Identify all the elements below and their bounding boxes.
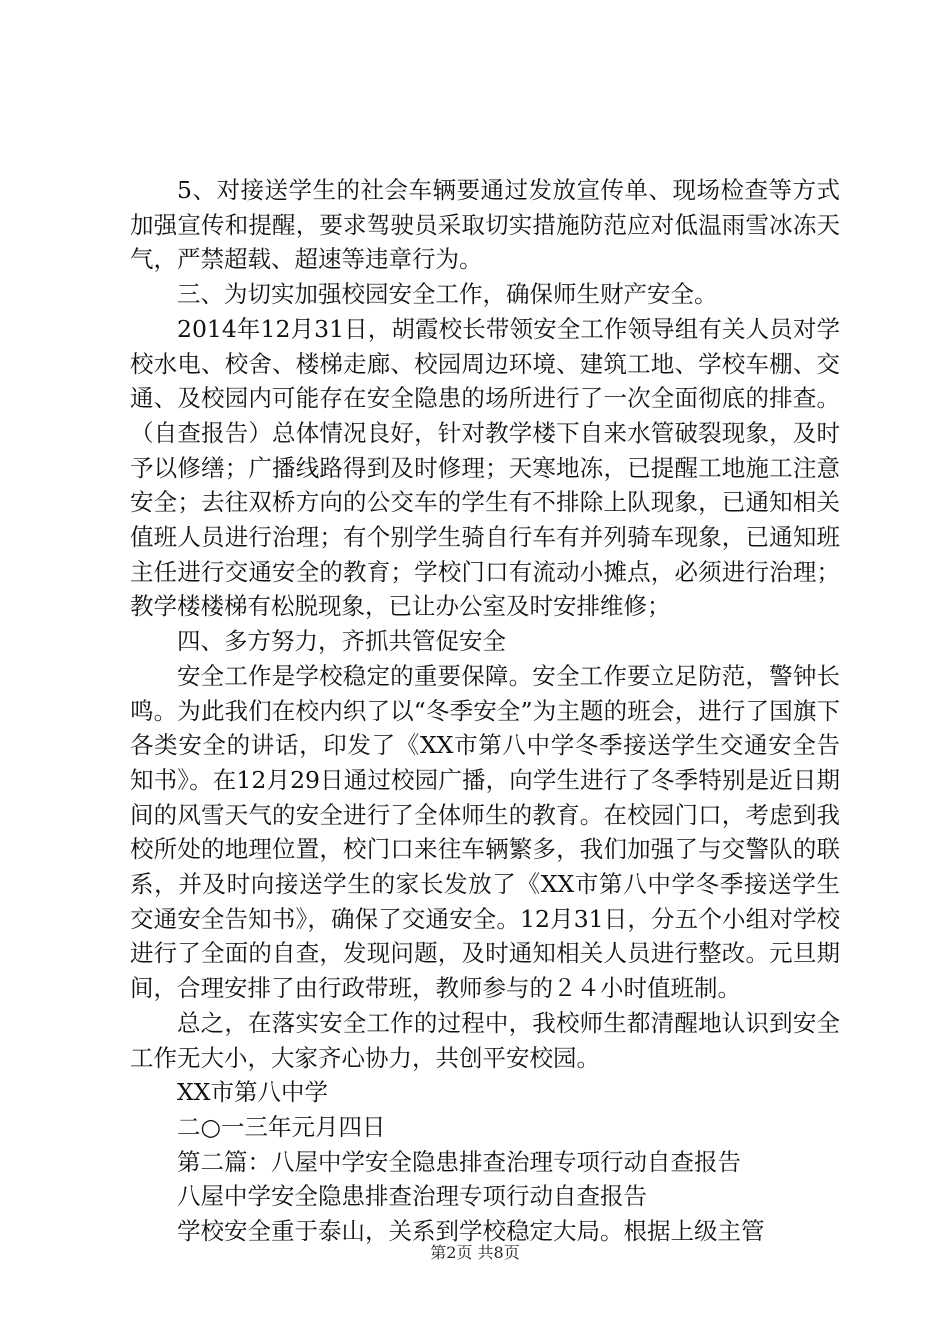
section2-heading: 第二篇：八屋中学安全隐患排查治理专项行动自查报告 <box>177 1147 741 1176</box>
page-footer: 第2页 共8页 <box>430 1243 520 1262</box>
document-body <box>130 173 840 1249</box>
signature-school: XX市第八中学 <box>177 1078 328 1107</box>
section2-title: 八屋中学安全隐患排查治理专项行动自查报告 <box>177 1182 647 1211</box>
section-heading-4: 四、多方努力，齐抓共管促安全 <box>177 627 506 656</box>
paragraph-safety-work: 安全工作是学校稳定的重要保障。安全工作要立足防范，警钟长鸣。为此我们在校内织了以“冬季安全”为主题的班会，进行了国旗下各类安全的讲话，印发了《XX市第八中学冬季接送学生交通安全告知书》。在12月29日通过校园广播，向学生进行了冬季特别是近日期间的风雪天气的安全进行了全体师生的教育。在校园门口，考虑到我校所处的地理位置，校门口来往车辆繁多，我们加强了与交警队的联系，并及时向接送学生的家长发放了《XX市第八中学冬季接送学生交通安全告知书》，确保了交通安全。12月31日，分五个小组对学校进行了全面的自查，发现问题，及时通知相关人员进行整改。元旦期间，合理安排了由行政带班，教师参与的２４小时值班制。 <box>130 661 840 1003</box>
paragraph-summary: 总之，在落实安全工作的过程中，我校师生都清醒地认识到安全工作无大小，大家齐心协力，共创平安校园。 <box>130 1008 840 1072</box>
paragraph-inspection: 2014年12月31日，胡霞校长带领安全工作领导组有关人员对学校水电、校舍、楼梯走廊、校园周边环境、建筑工地、学校车棚、交通、及校园内可能存在安全隐患的场所进行了一次全面彻底的排查。（自查报告）总体情况良好，针对教学楼下自来水管破裂现象，及时予以修缮；广播线路得到及时修理；天寒地冻，已提醒工地施工注意安全；去往双桥方向的公交车的学生有不排除上队现象，已通知相关值班人员进行治理；有个别学生骑自行车有并列骑车现象，已通知班主任进行交通安全的教育；学校门口有流动小摊点，必须进行治理；教学楼楼梯有松脱现象，已让办公室及时安排维修； <box>130 314 840 621</box>
section2-first-paragraph: 学校安全重于泰山，关系到学校稳定大局。根据上级主管 <box>177 1217 765 1246</box>
section-heading-3: 三、为切实加强校园安全工作，确保师生财产安全。 <box>177 280 718 309</box>
signature-date: 二○一三年元月四日 <box>177 1112 386 1141</box>
paragraph-item-5: 5、对接送学生的社会车辆要通过发放宣传单、现场检查等方式加强宣传和提醒，要求驾驶员采取切实措施防范应对低温雨雪冰冻天气，严禁超载、超速等违章行为。 <box>130 176 840 274</box>
